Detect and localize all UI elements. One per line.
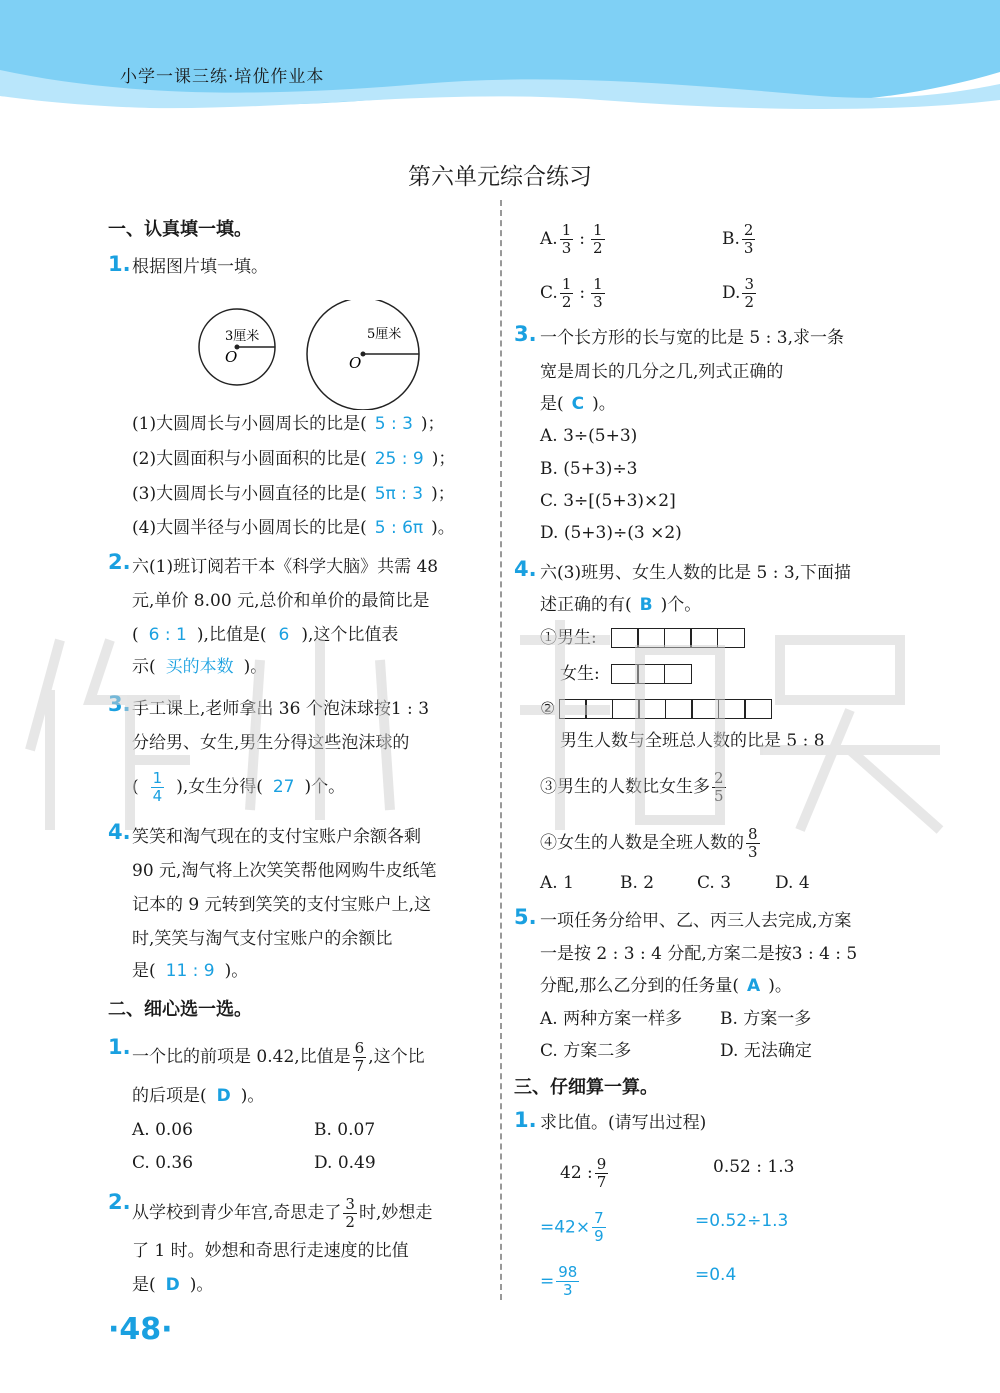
question-line: 元,单价 8.00 元,总价和单价的最简比是 [132, 591, 430, 611]
section-fill-in: 一、认真填一填。 [108, 219, 252, 240]
fill-item-1: (1)大圆周长与小圆周长的比是( 5 : 3 )； [132, 414, 445, 434]
expression-2: 0.52 : 1.3 [713, 1157, 795, 1177]
question-line: 宽是周长的几分之几,列式正确的 [540, 362, 784, 382]
boy-label: ①男生: [540, 628, 597, 648]
column-divider [500, 200, 502, 1300]
option-a: A. 0.06 [132, 1120, 193, 1140]
question-line: 六(3)班男、女生人数的比是 5 : 3,下面描 [540, 563, 852, 583]
fill-item-2: (2)大圆面积与小圆面积的比是( 25 : 9 )； [132, 449, 456, 469]
question-number: 2. [108, 550, 131, 574]
question-number: 5. [514, 905, 537, 929]
answer: 25 : 9 [374, 449, 424, 469]
question-line: 手工课上,老师拿出 36 个泡沫球按1 : 3 [132, 699, 430, 719]
option-c: C. 0.36 [132, 1153, 194, 1173]
option-a: A. 两种方案一样多 [540, 1009, 683, 1029]
option-b: B. $\frac{2}{3}$ [722, 221, 754, 257]
answer: A [747, 976, 761, 996]
choice-b: B. 2 [620, 873, 655, 893]
step-1: =42× $\frac{7}{9}$ [540, 1209, 604, 1245]
header-band [0, 0, 1000, 120]
question-line: 一项任务分给甲、乙、丙三人去完成,方案 [540, 911, 852, 931]
question-line: 笑笑和淘气现在的支付宝账户余额各剩 [132, 827, 421, 847]
answer: 6 [278, 625, 290, 645]
option-2-mark: ② [540, 699, 556, 719]
answer: 6 : 1 [148, 625, 187, 645]
question-line: 述正确的有( B )个。 [540, 595, 702, 615]
option-a: A. 3÷(5+3) [540, 426, 638, 446]
question-number: 1. [108, 1035, 131, 1059]
answer: 买的本数 [165, 657, 234, 677]
question-line: 六(1)班订阅若干本《科学大脑》共需 48 [132, 557, 439, 577]
center-o-label: O [225, 348, 238, 366]
option-2-text: 男生人数与全班总人数的比是 5 : 8 [560, 731, 825, 751]
question-number: 4. [108, 820, 131, 844]
option-c: C. $\frac{1}{2}$ : $\frac{1}{3}$ [540, 275, 603, 311]
result-2: =0.4 [695, 1265, 737, 1285]
answer: 11 : 9 [165, 961, 215, 981]
question-line: 是( C )。 [540, 394, 616, 414]
answer: C [571, 394, 585, 414]
answer: 5π : 3 [374, 484, 424, 504]
question-line: 了 1 时。妙想和奇思行走速度的比值 [132, 1241, 409, 1261]
option-d: D. (5+3)÷(3 ×2) [540, 523, 682, 543]
class-boxes [560, 698, 772, 719]
center-o-label: O [349, 354, 362, 372]
question-line: ( $\frac{1}{4}$ ),女生分得( 27 )个。 [132, 769, 346, 805]
question-text: 求比值。(请写出过程) [540, 1113, 707, 1133]
option-b: B. 方案一多 [720, 1009, 812, 1029]
girl-label: 女生: [560, 664, 600, 684]
step-2: =0.52÷1.3 [695, 1211, 789, 1231]
section-choice: 二、细心选一选。 [108, 999, 252, 1020]
question-line: 从学校到青少年宫,奇思走了 $\frac{3}{2}$ 时,妙想走 [132, 1195, 433, 1231]
expression-1: 42 : $\frac{9}{7}$ [560, 1155, 607, 1191]
question-line: 记本的 9 元转到笑笑的支付宝账户上,这 [132, 895, 432, 915]
option-c: C. 3÷[(5+3)×2] [540, 491, 676, 511]
option-a: A. $\frac{1}{3}$ : $\frac{1}{2}$ [540, 221, 603, 257]
choice-d: D. 4 [775, 873, 810, 893]
page-number: ·48· [108, 1312, 173, 1347]
answer-fraction: $\frac{1}{4}$ [152, 769, 163, 805]
question-number: 4. [514, 557, 537, 581]
answer: 27 [272, 777, 295, 797]
question-line: 一是按 2 : 3 : 4 分配,方案二是按3 : 4 : 5 [540, 944, 858, 964]
choice-a: A. 1 [540, 873, 574, 893]
question-line: 示( 买的本数 )。 [132, 657, 268, 677]
question-line: 时,笑笑与淘气支付宝账户的余额比 [132, 929, 393, 949]
answer: 5 : 3 [374, 414, 413, 434]
question-line: 一个比的前项是 0.42,比值是 $\frac{6}{7}$ ,这个比 [132, 1039, 425, 1075]
fill-item-4: (4)大圆半径与小圆周长的比是( 5 : 6π )。 [132, 518, 455, 538]
large-circle-label: 5厘米 [367, 327, 402, 342]
option-d: D. 0.49 [314, 1153, 376, 1173]
question-number: 3. [514, 322, 537, 346]
option-d: D. $\frac{3}{2}$ [722, 275, 754, 311]
answer: B [639, 595, 653, 615]
question-line: ( 6 : 1 ),比值是( 6 ),这个比值表 [132, 625, 399, 645]
option-4: ④女生的人数是全班人数的 $\frac{8}{3}$ [540, 825, 758, 861]
book-title: 小学一课三练·培优作业本 [120, 67, 325, 87]
option-d: D. 无法确定 [720, 1041, 812, 1061]
question-number: 1. [514, 1108, 537, 1132]
question-line: 是( D )。 [132, 1275, 214, 1295]
circles-figure [195, 300, 425, 410]
answer: D [216, 1086, 231, 1106]
fill-item-3: (3)大圆周长与小圆直径的比是( 5π : 3 )； [132, 484, 455, 504]
boy-boxes [612, 627, 745, 648]
result-1: = $\frac{98}{3}$ [540, 1263, 578, 1299]
small-circle-label: 3厘米 [225, 329, 260, 344]
question-line: 90 元,淘气将上次笑笑帮他网购牛皮纸笔 [132, 861, 437, 881]
section-calculate: 三、仔细算一算。 [514, 1077, 658, 1098]
question-line: 一个长方形的长与宽的比是 5 : 3,求一条 [540, 328, 844, 348]
option-c: C. 方案二多 [540, 1041, 632, 1061]
page-title: 第六单元综合练习 [408, 164, 592, 190]
question-line: 分配,那么乙分到的任务量( A )。 [540, 976, 792, 996]
question-line: 的后项是( D )。 [132, 1086, 265, 1106]
question-text: 根据图片填一填。 [132, 257, 268, 277]
answer: 5 : 6π [374, 518, 424, 538]
question-line: 分给男、女生,男生分得这些泡沫球的 [132, 733, 410, 753]
question-number: 1. [108, 252, 131, 276]
girl-boxes [612, 663, 692, 684]
question-number: 3. [108, 692, 131, 716]
choice-c: C. 3 [697, 873, 732, 893]
option-3: ③男生的人数比女生多 $\frac{2}{5}$ [540, 769, 724, 805]
question-line: 是( 11 : 9 )。 [132, 961, 249, 981]
option-b: B. (5+3)÷3 [540, 459, 638, 479]
option-b: B. 0.07 [314, 1120, 376, 1140]
question-number: 2. [108, 1190, 131, 1214]
answer: D [165, 1275, 180, 1295]
